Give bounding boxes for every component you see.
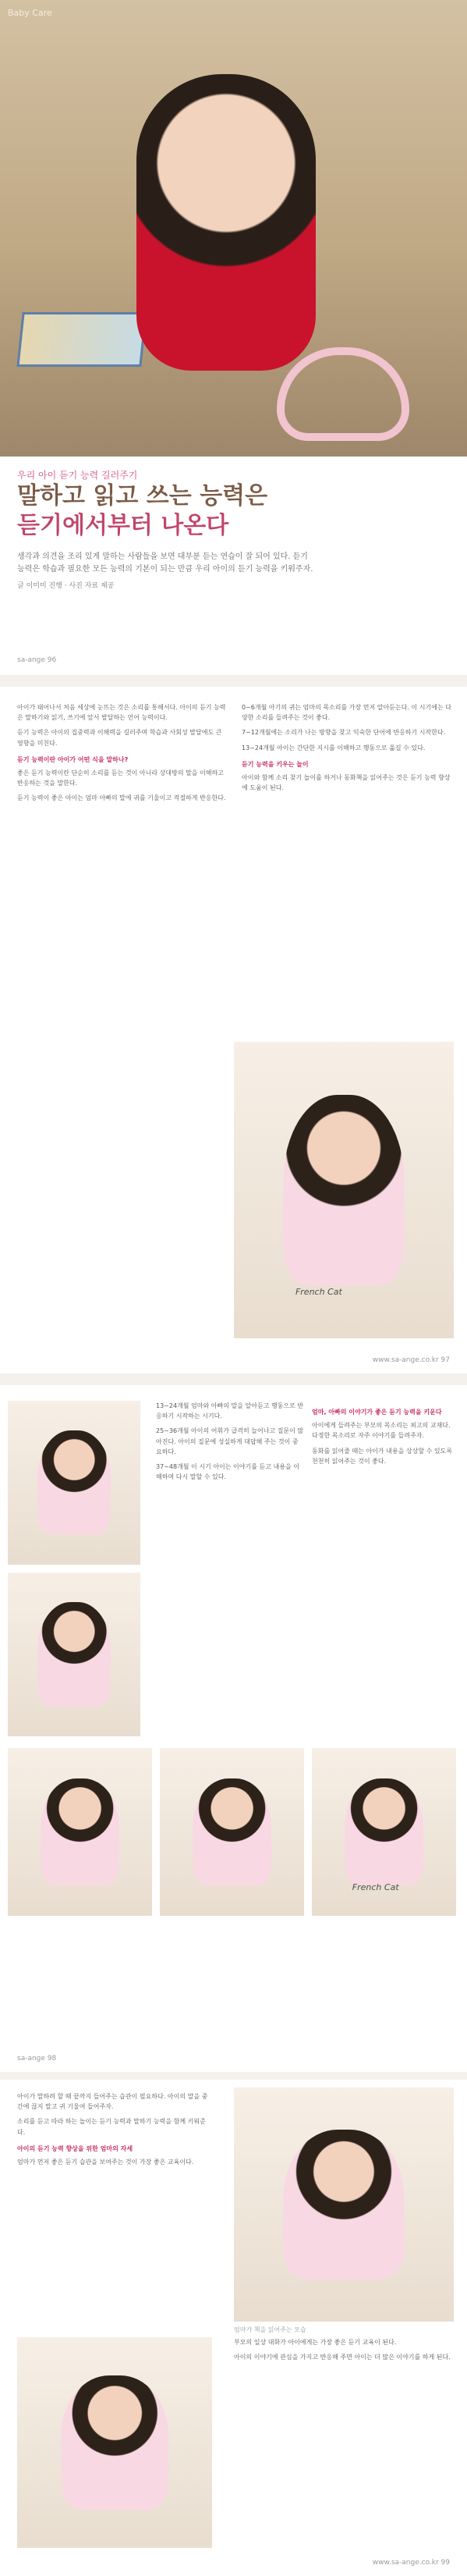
photo-3 (8, 1748, 152, 1916)
subheading: 아이의 듣기 능력 향상을 위한 엄마의 자세 (17, 2144, 133, 2152)
subheading: 듣기 능력을 키우는 놀이 (242, 760, 309, 768)
title-line-2: 듣기에서부터 나온다 (17, 511, 229, 539)
subheading: 엄마, 아빠의 이야기가 좋은 듣기 능력을 키운다 (312, 1409, 442, 1416)
title-line-1: 말하고 읽고 쓰는 능력은 (17, 482, 268, 510)
paragraph: 13~24개월 아이는 간단한 지시를 이해하고 행동으로 옮길 수 있다. (242, 744, 426, 751)
hero-photo (0, 0, 467, 457)
child-figure (37, 1430, 111, 1535)
column-left (17, 702, 228, 808)
photo-1 (8, 1401, 140, 1565)
photo-caption: 엄마가 책을 읽어주는 모습 (234, 2326, 306, 2333)
paragraph: 듣기 능력은 아이의 집중력과 이해력을 길러주며 학습과 사회성 발달에도 큰 영향을 미친다. (17, 729, 222, 747)
paragraph: 0~6개월 아기의 귀는 엄마의 목소리를 가장 먼저 알아듣는다. 이 시기에는 다양한 소리를 들려주는 것이 좋다. (242, 704, 451, 722)
photo-2 (8, 1572, 140, 1736)
paragraph: 아이가 태어나서 처음 세상에 눈뜨는 것은 소리를 통해서다. 아이의 듣기 능력은 말하기와 읽기, 쓰기에 앞서 발달하는 언어 능력이다. (17, 704, 226, 722)
paragraph: 아이에게 들려주는 부모의 목소리는 최고의 교재다. 다정한 목소리로 자주 이야기를 들려주자. (312, 1422, 451, 1440)
paragraph: 아이와 함께 소리 찾기 놀이를 하거나 동화책을 읽어주는 것은 듣기 능력 향상에 도움이 된다. (242, 773, 451, 792)
folio-brand: sa-ange (17, 656, 45, 664)
photo-4 (160, 1748, 304, 1916)
headphones-graphic (277, 347, 409, 441)
mother-child-reading-photo (234, 2087, 454, 2322)
paragraph: 동화를 읽어줄 때는 아이가 내용을 상상할 수 있도록 천천히 읽어주는 것이 좋다. (312, 1447, 453, 1465)
section-header: Baby Care (8, 8, 52, 18)
folio-right: www.sa-ange.co.kr 97 (372, 1356, 450, 1364)
child-figure (345, 1778, 424, 1886)
spread-cover (0, 0, 467, 675)
spread-4 (0, 2080, 467, 2576)
paragraph: 7~12개월에는 소리가 나는 방향을 찾고 익숙한 단어에 반응하기 시작한다. (242, 729, 446, 737)
column-right (234, 2337, 454, 2367)
paragraph: 37~48개월 이 시기 아이는 이야기를 듣고 내용을 이해하며 다시 말할 수 있다. (156, 1462, 299, 1481)
child-figure (41, 1778, 120, 1886)
world-map-puzzle (16, 312, 147, 367)
photo-5 (312, 1748, 456, 1916)
column-left (17, 2091, 212, 2172)
column-right (242, 702, 452, 798)
child-figure (283, 2130, 404, 2279)
paragraph: 13~24개월 엄마와 아빠의 말을 알아듣고 행동으로 반응하기 시작하는 시기다. (156, 1402, 304, 1420)
column-middle (156, 1401, 304, 1487)
column-right (312, 1401, 456, 1471)
paragraph: 25~36개월 아이의 어휘가 급격히 늘어나고 질문이 많아진다. 아이의 질문에 성실하게 대답해 주는 것이 중요하다. (156, 1427, 304, 1455)
child-figure (61, 2375, 168, 2510)
article-title-block (17, 468, 454, 590)
lead-paragraph: 생각과 의견을 조리 있게 말하는 사람들을 보면 대부분 듣는 연습이 잘 되어 있다. 듣기 능력은 학습과 필요한 모든 능력의 기본이 되는 만큼 우리 아이의 듣기 능력을 키워주자. (17, 553, 313, 574)
sweatshirt-logo: French Cat (352, 1881, 399, 1892)
child-headphones-photo (234, 1042, 454, 1338)
paragraph: 좋은 듣기 능력이란 단순히 소리를 듣는 것이 아니라 상대방의 말을 이해하고 반응하는 것을 말한다. (17, 769, 224, 787)
spread-2 (0, 687, 467, 1373)
folio-page: 96 (47, 656, 57, 664)
paragraph: 아이가 말하려 할 때 끝까지 들어주는 습관이 필요하다. 아이의 말을 중간에 끊지 말고 귀 기울여 들어주자. (17, 2093, 208, 2111)
folio-right: www.sa-ange.co.kr 99 (372, 2559, 450, 2567)
child-figure (136, 74, 316, 371)
paragraph: 부모의 일상 대화가 아이에게는 가장 좋은 듣기 교육이 된다. (234, 2339, 397, 2346)
child-figure (37, 1602, 111, 1707)
credits: 글 이미미 진행 · 사진 자료 제공 (17, 582, 115, 590)
paragraph: 듣기 능력이 좋은 아이는 엄마 아빠의 말에 귀를 기울이고 적절하게 반응한다. (17, 794, 226, 802)
child-figure (283, 1095, 404, 1284)
paragraph: 아이의 이야기에 관심을 가지고 반응해 주면 아이는 더 많은 이야기를 하게 된다. (234, 2354, 451, 2361)
paragraph: 소리를 듣고 따라 하는 놀이는 듣기 능력과 말하기 능력을 함께 키워준다. (17, 2118, 206, 2136)
subheading: 듣기 능력이란 아이가 어떤 식을 말하나? (17, 755, 129, 763)
folio-left (17, 656, 56, 664)
folio-left: sa-ange 98 (17, 2055, 57, 2063)
sweatshirt-logo: French Cat (295, 1286, 342, 1297)
paragraph: 엄마가 먼저 좋은 듣기 습관을 보여주는 것이 가장 좋은 교육이다. (17, 2158, 194, 2166)
kicker: 우리 아이 듣기 능력 길러주기 (17, 470, 138, 481)
child-figure (193, 1778, 272, 1886)
mother-child-photo (17, 2337, 212, 2548)
spread-3 (0, 1385, 467, 2072)
